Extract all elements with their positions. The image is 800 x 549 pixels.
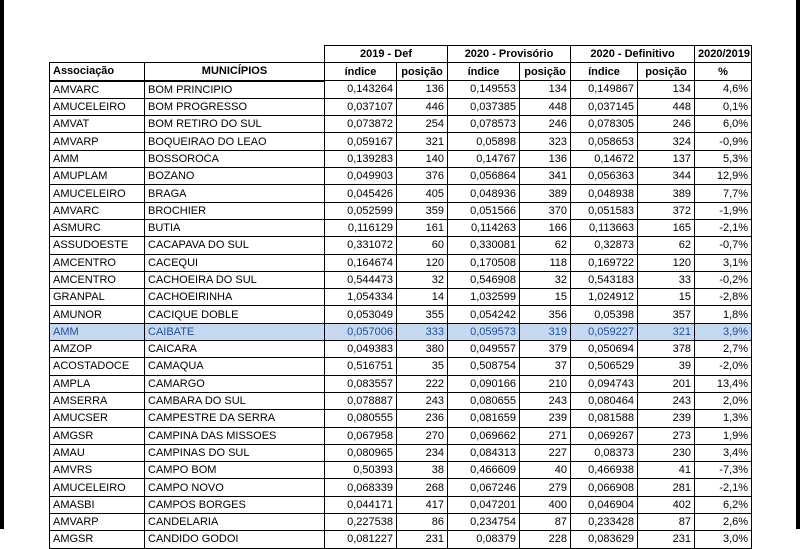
indice-2020-prov-cell[interactable]: 0,466609 [448,462,520,479]
posicao-2020-def-cell[interactable]: 281 [638,479,695,496]
posicao-2020-prov-cell[interactable]: 379 [520,341,571,358]
table-row[interactable] [50,496,752,513]
municipio-cell[interactable]: BOSSOROCA [145,150,325,167]
municipio-cell[interactable]: CANDIDO GODOI [145,531,325,548]
table-row[interactable] [50,427,752,444]
posicao-2020-prov-cell[interactable]: 239 [520,410,571,427]
indice-2020-def-cell[interactable]: 0,05398 [571,306,638,323]
percent-change-cell[interactable]: 7,7% [695,185,752,202]
indice-2020-def-cell[interactable]: 0,080464 [571,392,638,409]
indice-2020-prov-cell[interactable]: 0,069662 [448,427,520,444]
table-row[interactable] [50,116,752,133]
indice-2020-prov-cell[interactable]: 0,037385 [448,98,520,115]
associacao-cell[interactable]: AMASBI [50,496,145,513]
indice-2019-cell[interactable]: 0,044171 [325,496,397,513]
posicao-2020-prov-cell[interactable]: 136 [520,150,571,167]
table-row[interactable] [50,289,752,306]
municipio-cell[interactable]: BOQUEIRAO DO LEAO [145,133,325,150]
posicao-2019-cell[interactable]: 321 [397,133,448,150]
municipio-cell[interactable]: CAMAQUA [145,358,325,375]
indice-2020-def-cell[interactable]: 1,024912 [571,289,638,306]
associacao-cell[interactable]: GRANPAL [50,289,145,306]
percent-change-cell[interactable]: 3,1% [695,254,752,271]
indice-2020-prov-cell[interactable]: 0,14767 [448,150,520,167]
associacao-cell[interactable]: AMVAT [50,116,145,133]
associacao-cell[interactable]: ASMURC [50,219,145,236]
table-row[interactable] [50,341,752,358]
posicao-2020-def-cell[interactable]: 41 [638,462,695,479]
municipality-index-table [49,45,752,549]
associacao-cell[interactable]: AMUCELEIRO [50,185,145,202]
associacao-cell[interactable]: AMUCELEIRO [50,98,145,115]
indice-2019-cell[interactable]: 0,143264 [325,81,397,99]
header-blank [145,46,325,63]
indice-2019-cell[interactable]: 0,067958 [325,427,397,444]
table-row[interactable] [50,306,752,323]
indice-2019-cell[interactable]: 0,227538 [325,514,397,531]
posicao-2019-cell[interactable]: 243 [397,392,448,409]
table-row[interactable] [50,514,752,531]
percent-change-cell[interactable]: -2,1% [695,479,752,496]
posicao-2019-cell[interactable]: 270 [397,427,448,444]
posicao-2020-prov-cell[interactable]: 40 [520,462,571,479]
posicao-2020-prov-cell[interactable]: 87 [520,514,571,531]
posicao-2019-cell[interactable]: 35 [397,358,448,375]
associacao-cell[interactable]: AMCENTRO [50,271,145,288]
posicao-2020-def-cell[interactable]: 33 [638,271,695,288]
posicao-2020-prov-cell[interactable]: 210 [520,375,571,392]
posicao-2019-cell[interactable]: 268 [397,479,448,496]
indice-2020-def-cell[interactable]: 0,078305 [571,116,638,133]
indice-2020-def-cell[interactable]: 0,056363 [571,168,638,185]
municipio-cell[interactable]: CAMPINAS DO SUL [145,444,325,461]
posicao-2020-def-cell[interactable]: 344 [638,168,695,185]
posicao-2019-cell[interactable]: 60 [397,237,448,254]
header-group-2020-2019: 2020/2019 [695,46,752,63]
header-indice: índice [571,63,638,81]
indice-2020-def-cell[interactable]: 0,506529 [571,358,638,375]
associacao-cell[interactable]: AMAU [50,444,145,461]
indice-2020-def-cell[interactable]: 0,08373 [571,444,638,461]
indice-2020-prov-cell[interactable]: 0,051566 [448,202,520,219]
municipio-cell[interactable]: CAMPINA DAS MISSOES [145,427,325,444]
associacao-cell[interactable]: AMVRS [50,462,145,479]
percent-change-cell[interactable]: 1,3% [695,410,752,427]
table-row[interactable] [50,531,752,548]
municipio-cell[interactable]: BOM PROGRESSO [145,98,325,115]
posicao-2020-def-cell[interactable]: 134 [638,81,695,99]
posicao-2019-cell[interactable]: 446 [397,98,448,115]
indice-2020-def-cell[interactable]: 0,050694 [571,341,638,358]
posicao-2020-prov-cell[interactable]: 356 [520,306,571,323]
posicao-2020-def-cell[interactable]: 378 [638,341,695,358]
indice-2020-prov-cell[interactable]: 0,054242 [448,306,520,323]
associacao-cell[interactable]: AMGSR [50,531,145,548]
associacao-cell[interactable]: AMUCSER [50,410,145,427]
percent-change-cell[interactable]: 6,2% [695,496,752,513]
municipio-cell[interactable]: CAMPO BOM [145,462,325,479]
indice-2019-cell[interactable]: 0,331072 [325,237,397,254]
indice-2020-def-cell[interactable]: 0,169722 [571,254,638,271]
posicao-2020-prov-cell[interactable]: 37 [520,358,571,375]
table-row[interactable] [50,358,752,375]
header-posicao: posição [638,63,695,81]
indice-2019-cell[interactable]: 0,50393 [325,462,397,479]
posicao-2019-cell[interactable]: 231 [397,531,448,548]
indice-2019-cell[interactable]: 0,544473 [325,271,397,288]
indice-2019-cell[interactable]: 0,080965 [325,444,397,461]
municipio-cell[interactable]: CAMARGO [145,375,325,392]
posicao-2020-prov-cell[interactable]: 323 [520,133,571,150]
indice-2020-def-cell[interactable]: 0,233428 [571,514,638,531]
posicao-2020-def-cell[interactable]: 231 [638,531,695,548]
indice-2019-cell[interactable]: 0,049903 [325,168,397,185]
associacao-cell[interactable]: AMVARC [50,81,145,99]
posicao-2020-prov-cell[interactable]: 370 [520,202,571,219]
posicao-2020-prov-cell[interactable]: 279 [520,479,571,496]
percent-change-cell[interactable]: -2,8% [695,289,752,306]
posicao-2020-def-cell[interactable]: 137 [638,150,695,167]
percent-change-cell[interactable]: 0,1% [695,98,752,115]
indice-2019-cell[interactable]: 0,053049 [325,306,397,323]
header-column-row [50,63,752,81]
indice-2020-def-cell[interactable]: 0,048938 [571,185,638,202]
posicao-2020-def-cell[interactable]: 402 [638,496,695,513]
posicao-2019-cell[interactable]: 86 [397,514,448,531]
table-row[interactable] [50,133,752,150]
posicao-2020-prov-cell[interactable]: 228 [520,531,571,548]
indice-2019-cell[interactable]: 0,049383 [325,341,397,358]
posicao-2020-prov-cell[interactable]: 246 [520,116,571,133]
table-row[interactable] [50,150,752,167]
municipio-cell[interactable]: CAICARA [145,341,325,358]
header-indice: índice [325,63,397,81]
table-row[interactable] [50,462,752,479]
percent-change-cell[interactable]: 5,3% [695,150,752,167]
percent-change-cell[interactable]: 2,0% [695,392,752,409]
indice-2019-cell[interactable]: 0,045426 [325,185,397,202]
posicao-2020-def-cell[interactable]: 324 [638,133,695,150]
posicao-2019-cell[interactable]: 254 [397,116,448,133]
percent-change-cell[interactable]: 13,4% [695,375,752,392]
posicao-2020-def-cell[interactable]: 243 [638,392,695,409]
posicao-2019-cell[interactable]: 120 [397,254,448,271]
indice-2019-cell[interactable]: 0,057006 [325,323,397,340]
posicao-2019-cell[interactable]: 14 [397,289,448,306]
indice-2020-prov-cell[interactable]: 0,546908 [448,271,520,288]
indice-2019-cell[interactable]: 0,052599 [325,202,397,219]
table-row[interactable] [50,323,752,340]
posicao-2020-def-cell[interactable]: 39 [638,358,695,375]
header-group-2019-def: 2019 - Def [325,46,448,63]
posicao-2020-prov-cell[interactable]: 400 [520,496,571,513]
municipio-cell[interactable]: BUTIA [145,219,325,236]
indice-2020-def-cell[interactable]: 0,058653 [571,133,638,150]
indice-2020-prov-cell[interactable]: 0,078573 [448,116,520,133]
table-row[interactable] [50,375,752,392]
header-blank [50,46,145,63]
indice-2020-def-cell[interactable]: 0,046904 [571,496,638,513]
posicao-2019-cell[interactable]: 234 [397,444,448,461]
associacao-cell[interactable]: AMSERRA [50,392,145,409]
indice-2020-prov-cell[interactable]: 0,067246 [448,479,520,496]
posicao-2020-def-cell[interactable]: 239 [638,410,695,427]
posicao-2020-prov-cell[interactable]: 319 [520,323,571,340]
posicao-2019-cell[interactable]: 236 [397,410,448,427]
indice-2020-prov-cell[interactable]: 0,084313 [448,444,520,461]
indice-2019-cell[interactable]: 1,054334 [325,289,397,306]
table-row[interactable] [50,237,752,254]
posicao-2020-def-cell[interactable]: 62 [638,237,695,254]
table-row[interactable] [50,168,752,185]
posicao-2019-cell[interactable]: 380 [397,341,448,358]
indice-2020-def-cell[interactable]: 0,051583 [571,202,638,219]
percent-change-cell[interactable]: -0,2% [695,271,752,288]
posicao-2020-def-cell[interactable]: 230 [638,444,695,461]
table-row[interactable] [50,98,752,115]
associacao-cell[interactable]: ACOSTADOCE [50,358,145,375]
header-municipios: MUNICÍPIOS [145,63,325,81]
percent-change-cell[interactable]: 1,9% [695,427,752,444]
table-row[interactable] [50,81,752,99]
indice-2020-def-cell[interactable]: 0,32873 [571,237,638,254]
indice-2019-cell[interactable]: 0,037107 [325,98,397,115]
percent-change-cell[interactable]: 2,7% [695,341,752,358]
posicao-2020-prov-cell[interactable]: 448 [520,98,571,115]
indice-2020-prov-cell[interactable]: 1,032599 [448,289,520,306]
associacao-cell[interactable]: AMVARP [50,133,145,150]
posicao-2020-def-cell[interactable]: 448 [638,98,695,115]
indice-2020-def-cell[interactable]: 0,113663 [571,219,638,236]
header-group-2020-definitivo: 2020 - Definitivo [571,46,695,63]
percent-change-cell[interactable]: 3,9% [695,323,752,340]
spreadsheet-table [49,45,751,546]
indice-2020-prov-cell[interactable]: 0,080655 [448,392,520,409]
posicao-2020-prov-cell[interactable]: 62 [520,237,571,254]
indice-2020-prov-cell[interactable]: 0,049557 [448,341,520,358]
indice-2020-prov-cell[interactable]: 0,508754 [448,358,520,375]
indice-2019-cell[interactable]: 0,516751 [325,358,397,375]
indice-2020-def-cell[interactable]: 0,543183 [571,271,638,288]
posicao-2020-def-cell[interactable]: 321 [638,323,695,340]
indice-2020-prov-cell[interactable]: 0,149553 [448,81,520,99]
percent-change-cell[interactable]: 3,0% [695,531,752,548]
posicao-2020-prov-cell[interactable]: 15 [520,289,571,306]
municipio-cell[interactable]: CAIBATE [145,323,325,340]
table-row[interactable] [50,254,752,271]
indice-2019-cell[interactable]: 0,073872 [325,116,397,133]
posicao-2020-def-cell[interactable]: 273 [638,427,695,444]
indice-2020-def-cell[interactable]: 0,466938 [571,462,638,479]
indice-2019-cell[interactable]: 0,068339 [325,479,397,496]
percent-change-cell[interactable]: -1,9% [695,202,752,219]
percent-change-cell[interactable]: -0,7% [695,237,752,254]
indice-2019-cell[interactable]: 0,080555 [325,410,397,427]
percent-change-cell[interactable]: -0,9% [695,133,752,150]
posicao-2020-prov-cell[interactable]: 118 [520,254,571,271]
indice-2019-cell[interactable]: 0,059167 [325,133,397,150]
indice-2020-prov-cell[interactable]: 0,059573 [448,323,520,340]
header-group-2020-provisorio: 2020 - Provisório [448,46,571,63]
associacao-cell[interactable]: AMZOP [50,341,145,358]
posicao-2020-def-cell[interactable]: 87 [638,514,695,531]
posicao-2020-prov-cell[interactable]: 341 [520,168,571,185]
posicao-2020-def-cell[interactable]: 372 [638,202,695,219]
posicao-2020-prov-cell[interactable]: 227 [520,444,571,461]
table-row[interactable] [50,185,752,202]
indice-2019-cell[interactable]: 0,116129 [325,219,397,236]
associacao-cell[interactable]: AMCENTRO [50,254,145,271]
header-associacao: Associação [50,63,145,81]
associacao-cell[interactable]: AMUNOR [50,306,145,323]
table-row[interactable] [50,202,752,219]
posicao-2019-cell[interactable]: 359 [397,202,448,219]
window-border-left [0,0,4,529]
indice-2020-prov-cell[interactable]: 0,048936 [448,185,520,202]
associacao-cell[interactable]: AMGSR [50,427,145,444]
posicao-2019-cell[interactable]: 355 [397,306,448,323]
header-group-row [50,46,752,63]
indice-2019-cell[interactable]: 0,078887 [325,392,397,409]
posicao-2020-def-cell[interactable]: 246 [638,116,695,133]
indice-2020-prov-cell[interactable]: 0,05898 [448,133,520,150]
posicao-2020-prov-cell[interactable]: 271 [520,427,571,444]
table-row[interactable] [50,219,752,236]
indice-2020-def-cell[interactable]: 0,059227 [571,323,638,340]
posicao-2020-prov-cell[interactable]: 134 [520,81,571,99]
posicao-2019-cell[interactable]: 376 [397,168,448,185]
indice-2019-cell[interactable]: 0,083557 [325,375,397,392]
table-row[interactable] [50,392,752,409]
posicao-2019-cell[interactable]: 333 [397,323,448,340]
posicao-2019-cell[interactable]: 140 [397,150,448,167]
municipio-cell[interactable]: CACIQUE DOBLE [145,306,325,323]
indice-2020-prov-cell[interactable]: 0,08379 [448,531,520,548]
percent-change-cell[interactable]: 3,4% [695,444,752,461]
posicao-2020-def-cell[interactable]: 165 [638,219,695,236]
indice-2020-def-cell[interactable]: 0,094743 [571,375,638,392]
posicao-2019-cell[interactable]: 405 [397,185,448,202]
indice-2020-prov-cell[interactable]: 0,330081 [448,237,520,254]
percent-change-cell[interactable]: 4,6% [695,81,752,99]
header-indice: índice [448,63,520,81]
percent-change-cell[interactable]: 12,9% [695,168,752,185]
municipio-cell[interactable]: CANDELARIA [145,514,325,531]
posicao-2019-cell[interactable]: 38 [397,462,448,479]
percent-change-cell[interactable]: -7,3% [695,462,752,479]
percent-change-cell[interactable]: 2,6% [695,514,752,531]
posicao-2020-def-cell[interactable]: 15 [638,289,695,306]
municipio-cell[interactable]: CACHOEIRA DO SUL [145,271,325,288]
posicao-2020-prov-cell[interactable]: 166 [520,219,571,236]
municipio-cell[interactable]: CAMPOS BORGES [145,496,325,513]
table-row[interactable] [50,479,752,496]
associacao-cell[interactable]: AMM [50,150,145,167]
table-row[interactable] [50,271,752,288]
posicao-2020-def-cell[interactable]: 389 [638,185,695,202]
municipio-cell[interactable]: CACEQUI [145,254,325,271]
municipio-cell[interactable]: BROCHIER [145,202,325,219]
indice-2020-def-cell[interactable]: 0,14672 [571,150,638,167]
indice-2020-prov-cell[interactable]: 0,234754 [448,514,520,531]
associacao-cell[interactable]: AMUCELEIRO [50,479,145,496]
posicao-2019-cell[interactable]: 32 [397,271,448,288]
municipio-cell[interactable]: CACAPAVA DO SUL [145,237,325,254]
posicao-2019-cell[interactable]: 417 [397,496,448,513]
municipio-cell[interactable]: BOZANO [145,168,325,185]
associacao-cell[interactable]: AMVARP [50,514,145,531]
indice-2020-prov-cell[interactable]: 0,090166 [448,375,520,392]
municipio-cell[interactable]: CAMBARA DO SUL [145,392,325,409]
table-row[interactable] [50,410,752,427]
posicao-2019-cell[interactable]: 161 [397,219,448,236]
indice-2020-prov-cell[interactable]: 0,170508 [448,254,520,271]
associacao-cell[interactable]: ASSUDOESTE [50,237,145,254]
indice-2019-cell[interactable]: 0,164674 [325,254,397,271]
municipio-cell[interactable]: CACHOEIRINHA [145,289,325,306]
indice-2020-def-cell[interactable]: 0,081588 [571,410,638,427]
indice-2020-def-cell[interactable]: 0,069267 [571,427,638,444]
table-row[interactable] [50,444,752,461]
percent-change-cell[interactable]: 1,8% [695,306,752,323]
indice-2020-prov-cell[interactable]: 0,047201 [448,496,520,513]
percent-change-cell[interactable]: 6,0% [695,116,752,133]
window-border-right [796,0,800,529]
indice-2020-prov-cell[interactable]: 0,081659 [448,410,520,427]
header-posicao: posição [397,63,448,81]
associacao-cell[interactable]: AMUPLAM [50,168,145,185]
posicao-2020-prov-cell[interactable]: 243 [520,392,571,409]
indice-2019-cell[interactable]: 0,081227 [325,531,397,548]
posicao-2019-cell[interactable]: 136 [397,81,448,99]
municipio-cell[interactable]: BOM PRINCIPIO [145,81,325,99]
indice-2020-prov-cell[interactable]: 0,114263 [448,219,520,236]
posicao-2020-def-cell[interactable]: 120 [638,254,695,271]
posicao-2020-prov-cell[interactable]: 32 [520,271,571,288]
posicao-2020-def-cell[interactable]: 201 [638,375,695,392]
header-posicao: posição [520,63,571,81]
indice-2020-def-cell[interactable]: 0,083629 [571,531,638,548]
posicao-2019-cell[interactable]: 222 [397,375,448,392]
indice-2020-def-cell[interactable]: 0,037145 [571,98,638,115]
associacao-cell[interactable]: AMPLA [50,375,145,392]
header-percent: % [695,63,752,81]
percent-change-cell[interactable]: -2,0% [695,358,752,375]
associacao-cell[interactable]: AMVARC [50,202,145,219]
municipio-cell[interactable]: BOM RETIRO DO SUL [145,116,325,133]
associacao-cell[interactable]: AMM [50,323,145,340]
municipio-cell[interactable]: CAMPESTRE DA SERRA [145,410,325,427]
indice-2020-def-cell[interactable]: 0,149867 [571,81,638,99]
indice-2020-prov-cell[interactable]: 0,056864 [448,168,520,185]
posicao-2020-def-cell[interactable]: 357 [638,306,695,323]
posicao-2020-prov-cell[interactable]: 389 [520,185,571,202]
indice-2019-cell[interactable]: 0,139283 [325,150,397,167]
percent-change-cell[interactable]: -2,1% [695,219,752,236]
municipio-cell[interactable]: CAMPO NOVO [145,479,325,496]
indice-2020-def-cell[interactable]: 0,066908 [571,479,638,496]
municipio-cell[interactable]: BRAGA [145,185,325,202]
